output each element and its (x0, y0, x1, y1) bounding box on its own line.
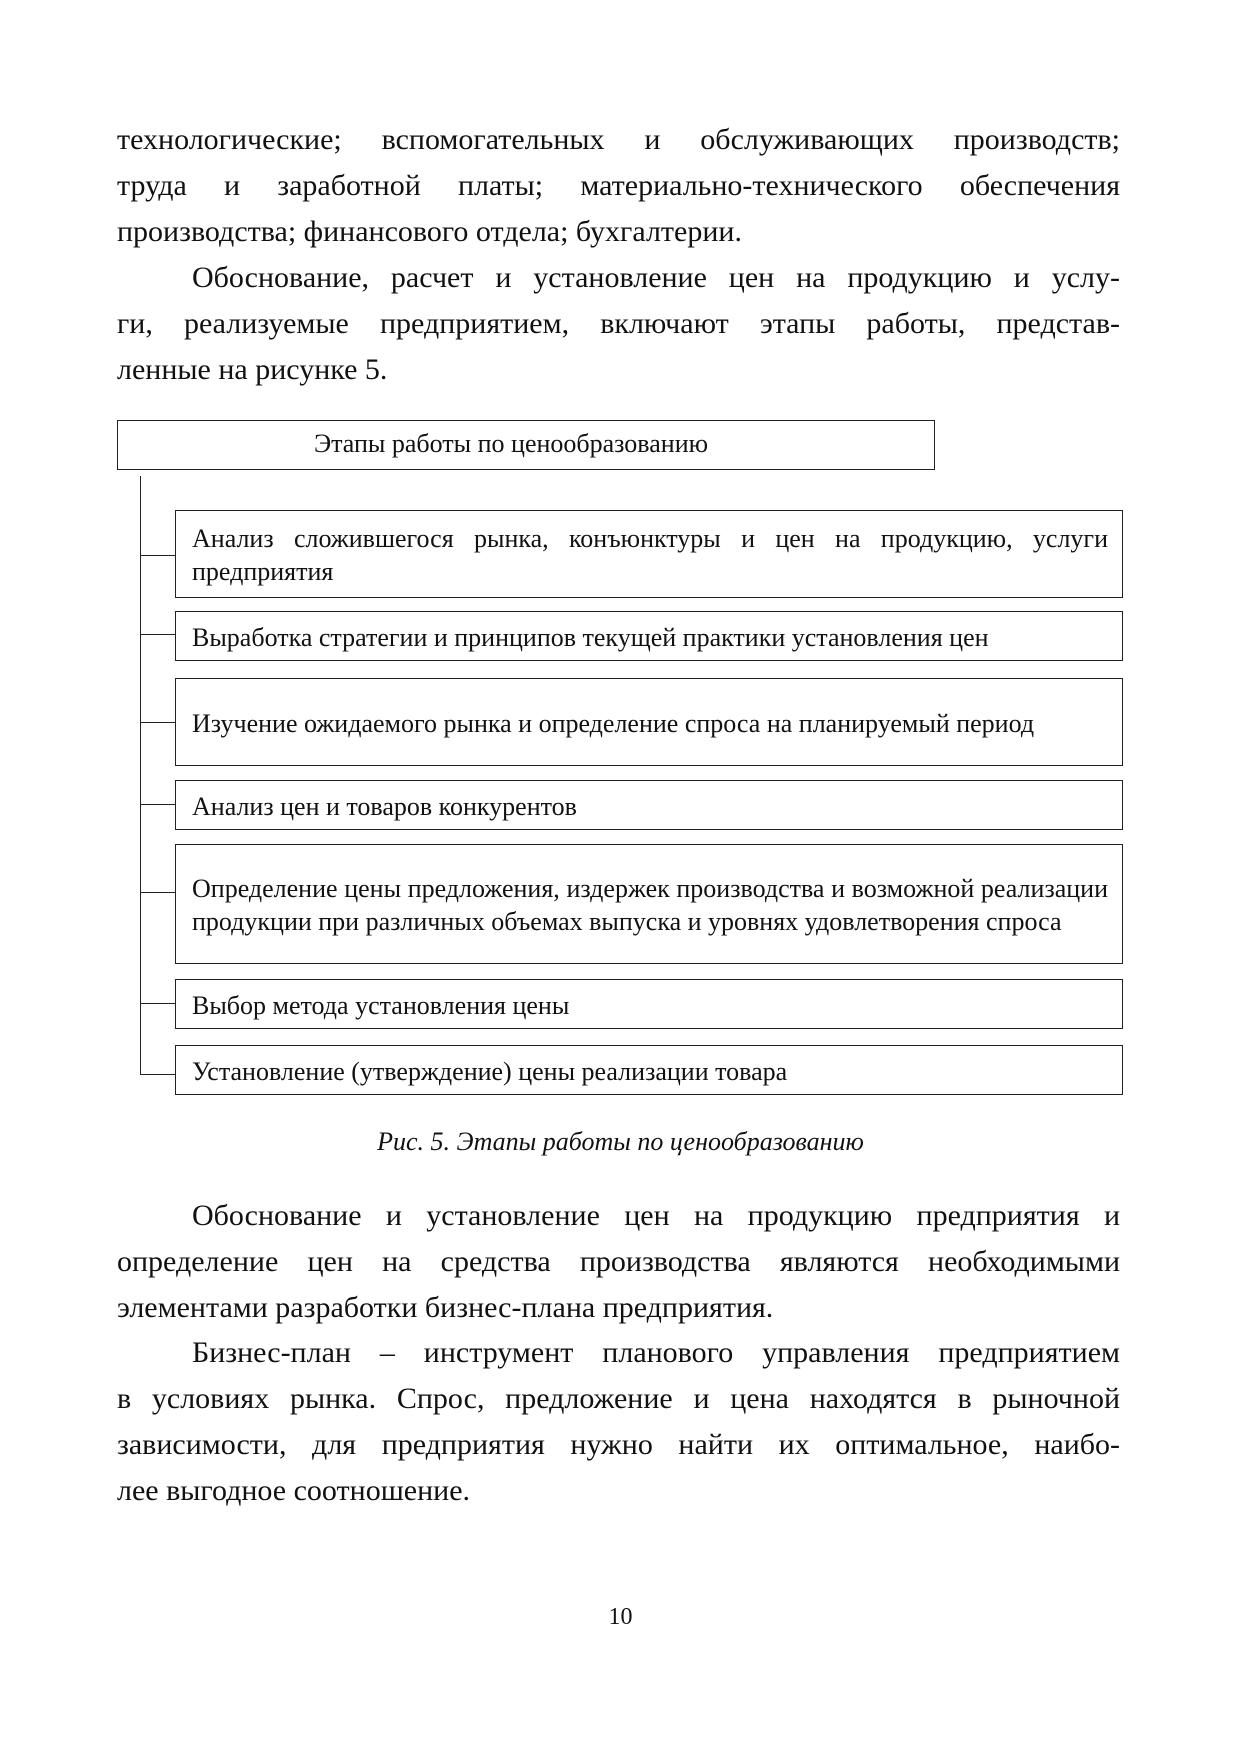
connector-branch (140, 1003, 175, 1004)
stage-text: Выбор метода установления цены (192, 990, 570, 1020)
connector-branch (140, 634, 175, 635)
text-line: производства; финансового отдела; бухгалтерии. (117, 215, 742, 248)
stage-box (175, 979, 1123, 1029)
stage-box (175, 1045, 1123, 1095)
paragraph-pricing-intro (117, 255, 1120, 393)
text-line: Обоснование, расчет и установление цен на продукцию и услу- (192, 261, 1120, 294)
stage-box (175, 678, 1123, 766)
stage-text: Выработка стратегии и принципов текущей практики установления цен (192, 622, 989, 652)
page-number: 10 (608, 1604, 633, 1630)
stage-text: Определение цены предложения, издержек производства и возможной реализации продукции при различных объемах выпуска и уровнях удовлетворения спроса (192, 874, 1108, 936)
paragraph-departments (117, 117, 1120, 255)
paragraph-business-plan (117, 1330, 1120, 1514)
text-line: Бизнес-план – инструмент планового управления предприятием (192, 1336, 1120, 1369)
stage-box (175, 510, 1123, 598)
text-line: ленные на рисунке 5. (117, 353, 388, 386)
text-line: лее выгодное соотношение. (117, 1474, 471, 1507)
connector-branch (140, 722, 175, 723)
paragraph-price-justification (117, 1193, 1120, 1331)
diagram-title-box: Этапы работы по ценообразованию (117, 420, 935, 470)
connector-branch (140, 804, 175, 805)
stage-text: Анализ сложившегося рынка, конъюнктуры и цен на продукцию, услуги предприятия (192, 524, 1108, 586)
text-line: труда и заработной платы; материально-технического обеспечения (117, 169, 1120, 202)
connector-branch (140, 892, 175, 893)
text-line: технологические; вспомогательных и обслуживающих производств; (117, 123, 1120, 156)
text-line: в условиях рынка. Спрос, предложение и цена находятся в рыночной (117, 1382, 1120, 1415)
connector-branch (140, 555, 175, 556)
stage-text: Анализ цен и товаров конкурентов (192, 791, 577, 821)
stage-box (175, 780, 1123, 830)
connector-branch (140, 1074, 175, 1075)
stage-text: Изучение ожидаемого рынка и определение спроса на планируемый период (192, 708, 1035, 738)
text-line: ги, реализуемые предприятием, включают этапы работы, представ- (117, 307, 1120, 340)
figure-caption: Рис. 5. Этапы работы по ценообразованию (377, 1127, 864, 1156)
text-line: определение цен на средства производства являются необходимыми (117, 1245, 1120, 1278)
stage-box (175, 611, 1123, 661)
text-line: элементами разработки бизнес-плана предприятия. (117, 1291, 774, 1324)
text-line: Обоснование и установление цен на продукцию предприятия и (192, 1199, 1120, 1232)
stage-text: Установление (утверждение) цены реализации товара (192, 1056, 788, 1086)
stage-box (175, 844, 1123, 964)
connector-trunk (140, 476, 141, 1075)
text-line: зависимости, для предприятия нужно найти их оптимальное, наибо- (117, 1428, 1120, 1461)
